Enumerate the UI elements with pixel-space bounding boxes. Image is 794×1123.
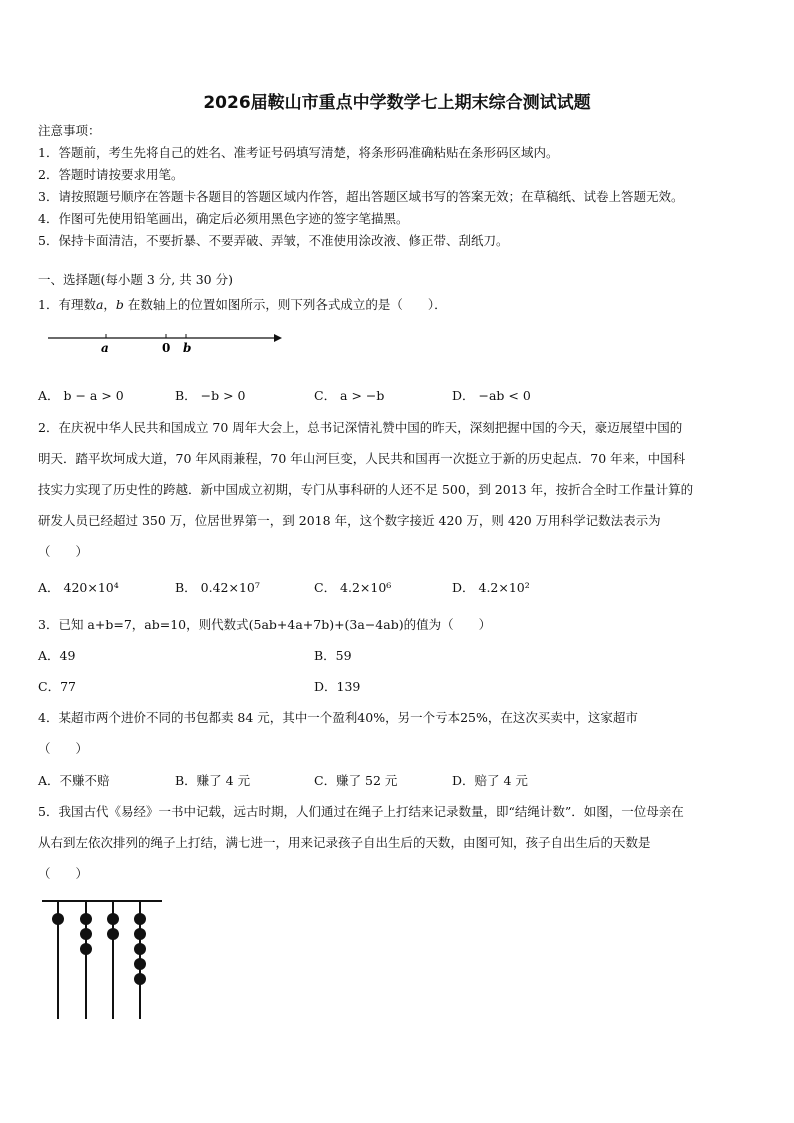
knot-3-1 xyxy=(107,913,119,925)
q4-option-a: A．不赚不赔 xyxy=(38,773,110,788)
q3-option-b: B．59 xyxy=(314,648,352,663)
q4-option-c: C．赚了 52 元 xyxy=(314,773,398,788)
knot-4-2 xyxy=(134,928,146,940)
q5-line-2: 从右到左依次排列的绳子上打结，满七进一，用来记录孩子自出生后的天数，由图可知，孩子自出生后的天数是 xyxy=(38,835,651,850)
q2-line-3: 技实力实现了历史性的跨越．新中国成立初期，专门从事科研的人还不足 500，到 2013 年，按折合全时工作量计算的 xyxy=(38,482,694,497)
knot-2-1 xyxy=(80,913,92,925)
q2-line-1: 2．在庆祝中华人民共和国成立 70 周年大会上，总书记深情礼赞中国的昨天，深刻把握中国的今天，豪迈展望中国的 xyxy=(38,420,683,435)
notice-item-1: 1．答题前，考生先将自己的姓名、准考证号码填写清楚，将条形码准确粘贴在条形码区域内。 xyxy=(38,145,559,160)
knot-2-3 xyxy=(80,943,92,955)
q1-option-a: A． b − a > 0 xyxy=(38,388,124,403)
q2-option-a: A． 420×10⁴ xyxy=(38,580,119,595)
knot-rope-figure xyxy=(38,893,168,1023)
q1-option-d: D． −ab < 0 xyxy=(452,388,531,403)
knot-1-1 xyxy=(52,913,64,925)
label-zero: 0 xyxy=(162,341,171,355)
section-heading: 一、选择题(每小题 3 分, 共 30 分) xyxy=(38,272,233,287)
q3-option-a: A．49 xyxy=(38,648,76,663)
notice-item-2: 2．答题时请按要求用笔。 xyxy=(38,167,184,182)
notice-item-3: 3．请按照题号顺序在答题卡各题目的答题区域内作答，超出答题区域书写的答案无效；在草稿纸、试卷上答题无效。 xyxy=(38,189,684,204)
q2-line-2: 明天．踏平坎坷成大道，70 年风雨兼程，70 年山河巨变，人民共和国再一次挺立于新的历史起点．70 年来，中国科 xyxy=(38,451,686,466)
knot-4-4 xyxy=(134,958,146,970)
knot-4-5 xyxy=(134,973,146,985)
q1-stem: 1．有理数𝑎，𝑏 在数轴上的位置如图所示，则下列各式成立的是（ ）． xyxy=(38,297,447,312)
q5-blank: （ ） xyxy=(38,866,89,881)
label-b: b xyxy=(183,341,192,355)
arrow-head-icon xyxy=(274,334,282,342)
notice-item-5: 5．保持卡面清洁，不要折暴、不要弄破、弄皱，不准使用涂改液、修正带、刮纸刀。 xyxy=(38,233,509,248)
knot-2-2 xyxy=(80,928,92,940)
label-a: a xyxy=(101,341,109,355)
q4-blank: （ ） xyxy=(38,741,89,756)
notice-item-4: 4．作图可先使用铅笔画出，确定后必须用黑色字迹的签字笔描黑。 xyxy=(38,211,409,226)
q4-line-1: 4．某超市两个进价不同的书包都卖 84 元，其中一个盈利40%，另一个亏本25%，在这次买卖中，这家超市 xyxy=(38,710,638,725)
notice-heading: 注意事项： xyxy=(38,123,101,138)
q3-option-d: D．139 xyxy=(314,679,361,694)
q2-option-c: C． 4.2×10⁶ xyxy=(314,580,392,595)
q3-option-c: C．77 xyxy=(38,679,76,694)
q5-line-1: 5．我国古代《易经》一书中记载，远古时期，人们通过在绳子上打结来记录数量，即“结绳计数”．如图，一位母亲在 xyxy=(38,804,684,819)
knot-4-1 xyxy=(134,913,146,925)
q2-line-4: 研发人员已经超过 350 万，位居世界第一，到 2018 年，这个数字接近 420 万，则 420 万用科学记数法表示为 xyxy=(38,513,661,528)
q1-option-b: B． −b > 0 xyxy=(175,388,246,403)
number-line-figure xyxy=(38,326,288,356)
q2-option-b: B． 0.42×10⁷ xyxy=(175,580,260,595)
q4-option-b: B．赚了 4 元 xyxy=(175,773,251,788)
knot-4-3 xyxy=(134,943,146,955)
q2-blank: （ ） xyxy=(38,544,89,559)
q3-stem: 3．已知 a+b=7，ab=10，则代数式(5ab+4a+7b)+(3a−4ab)的值为（ ） xyxy=(38,617,492,632)
knot-3-2 xyxy=(107,928,119,940)
exam-title: 2026届鞍山市重点中学数学七上期末综合测试试题 xyxy=(203,93,591,113)
q4-option-d: D．赔了 4 元 xyxy=(452,773,528,788)
q2-option-d: D． 4.2×10² xyxy=(452,580,530,595)
q1-option-c: C． a > −b xyxy=(314,388,385,403)
